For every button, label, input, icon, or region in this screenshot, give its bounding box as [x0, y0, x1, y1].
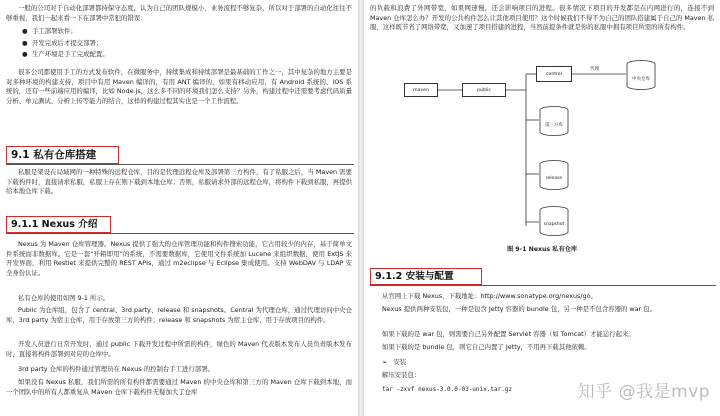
- list-item: ● 开发完成后才提交部署；: [6, 38, 352, 50]
- paragraph: 解压安装包：: [382, 371, 421, 379]
- snapshot-node: snapshot: [539, 206, 569, 236]
- paragraph: 开发人员进行日常开发时，通过 public 下载开发过程中所需的构件，绿色的 Maven 代表版本发布人员负责版本发布时，直接将构件部署到对应的仓库中。: [6, 340, 352, 358]
- subsection-heading: 9.1.1 Nexus 介绍: [6, 216, 111, 233]
- proxy-label: 代理: [590, 67, 600, 72]
- release-node: release: [539, 160, 569, 190]
- arrow-icon: ➢: [382, 358, 388, 366]
- paragraph: 如果下载的是 war 包，则需要自己另外配置 Servlet 容器（如 Tomcat）才能运行起来。: [382, 330, 635, 338]
- list-item: ● 生产环境是手工完成配置。: [6, 49, 352, 61]
- intro-paragraph: 一般的公司对于自动化部署都持保守态度，认为自己的团队规模小，业务流程不够复杂，所以对于部署的自动化往往不够重视，我们一起来看一下在部署中常犯的错误：: [6, 4, 352, 22]
- watermark: 知乎 @我是mvp: [577, 382, 710, 402]
- heading-rule: [370, 285, 716, 286]
- install-step: ➢ 安装: [382, 358, 407, 366]
- paragraph: 私服是架设在局域网的一种特殊的远程仓库，目的是代理远程仓库及部署第三方构件，有了私服之后，当 Maven 需要下载构件时，直接请求私服，私服上存在则下载到本地仓库；否则，私服请求外部的远程仓库，将构件下载到私服，再提供给本地仓库下载。: [6, 168, 352, 196]
- error-list: [6, 26, 352, 61]
- paragraph: 很多公司都使用手工的方式发布软件，在微服务中，持续集成和持续部署是最基础的工作之一，其中复杂的地方主要是对多种环境的构建支持，项目中有用 Maven 编译的，有用 ANT 编译的，如果有移动应用，有 Android 系统的、iOS 系统的，还有一些前端应用的编译，比如 Node.js，这么多不同的环境我们怎么支持？另外，构建过程中还需要考虑代码质量分析、单元测试、分析上传等能力的结合，这样的构建过程其实也是一个工作流程。: [6, 68, 352, 105]
- paragraph: Nexus 为 Maven 仓库管理器。Nexus 提供了强大的仓库管理功能和构件搜索功能，它占用较少的内存，基于简单文件系统而非数据库。它是一套“开箱即用”的系统，不需要数据库，它使用文件系统加 Lucene 来组织数据，使用 ExtJS 来开发界面，利用 Restlet 来提供完整的 REST APIs，通过 m2eclipse 与 Eclipse 集成使用。支持 WebDAV 与 LDAP 安全身份认证。: [6, 240, 352, 277]
- left-page: [0, 0, 358, 416]
- maven-node: maven: [404, 83, 438, 97]
- paragraph: 3rd party 仓库的构件通过管理员在 Nexus 的控制台手工进行部署。: [18, 365, 215, 373]
- nexus-diagram: [394, 56, 694, 236]
- subsection-heading: 9.1.2 安装与配置: [370, 268, 482, 285]
- bullet-icon: ●: [22, 50, 28, 58]
- third-party-node: 第三方库: [539, 106, 569, 136]
- bullet-icon: ●: [22, 38, 28, 47]
- database-icon: [626, 60, 656, 90]
- paragraph: 如果没有 Nexus 私服，我们所需的所有构件都需要通过 Maven 的中央仓库和第三方的 Maven 仓库下载到本地，而一个团队中的所有人都重复从 Maven 仓库下载构件无疑加大了仓库: [6, 378, 352, 396]
- heading-rule: [6, 233, 354, 234]
- code-line: tar -zxvf nexus-3.0.0-03-unix.tar.gz: [382, 386, 513, 393]
- paragraph: Public 为仓库组，包含了 central、3rd party、release 和 snapshots。Central 为代理仓库，通过代理访问中央仓库，3rd party 为宿主仓库，用于存放第三方的构件；release 和 snapshots 为宿主仓库，用于存放项目的构件。: [6, 306, 352, 324]
- central-repo-node: 中央仓库: [626, 60, 656, 90]
- central-node: central: [536, 66, 572, 82]
- paragraph: 从官网上下载 Nexus，下载地址：http://www.sonatype.org/nexus/go。: [382, 292, 597, 300]
- paragraph: Nexus 提供两种安装包，一种是包含 Jetty 容器的 bundle 包，另一种是不包含容器的 war 包。: [382, 305, 656, 313]
- section-heading: 9.1 私有仓库搭建: [6, 146, 119, 164]
- database-icon: [539, 206, 569, 236]
- list-item: ● 手工部署软件；: [6, 26, 352, 38]
- paragraph: 私有仓库的使用如图 9-1 所示。: [18, 294, 110, 302]
- public-node: public: [462, 83, 506, 97]
- bullet-icon: ●: [22, 27, 28, 35]
- paragraph: 的负载和浪费了外网带宽，如果网速慢，还会影响项目的进程。很多情况下项目的开发都是在内网进行的，连接不到 Maven 仓库怎么办？开发的公共构件怎么让其他项目使用？这个时候我们不得不为自己的团队搭建属于自己的 Maven 私服，这样既节省了网络带宽，又加速了项目搭建的进程，当然前提条件就是你的私服中拥有项目所需的所有构件。: [370, 4, 714, 32]
- database-icon: [539, 106, 569, 136]
- paragraph: 如果下载的是 bundle 包，则它自己内置了 Jetty，不用再下载其他依赖。: [382, 343, 591, 351]
- right-page: [364, 0, 720, 416]
- database-icon: [539, 160, 569, 190]
- figure-caption: 图 9-1 Nexus 私有仓库: [506, 246, 578, 253]
- heading-rule: [6, 164, 354, 165]
